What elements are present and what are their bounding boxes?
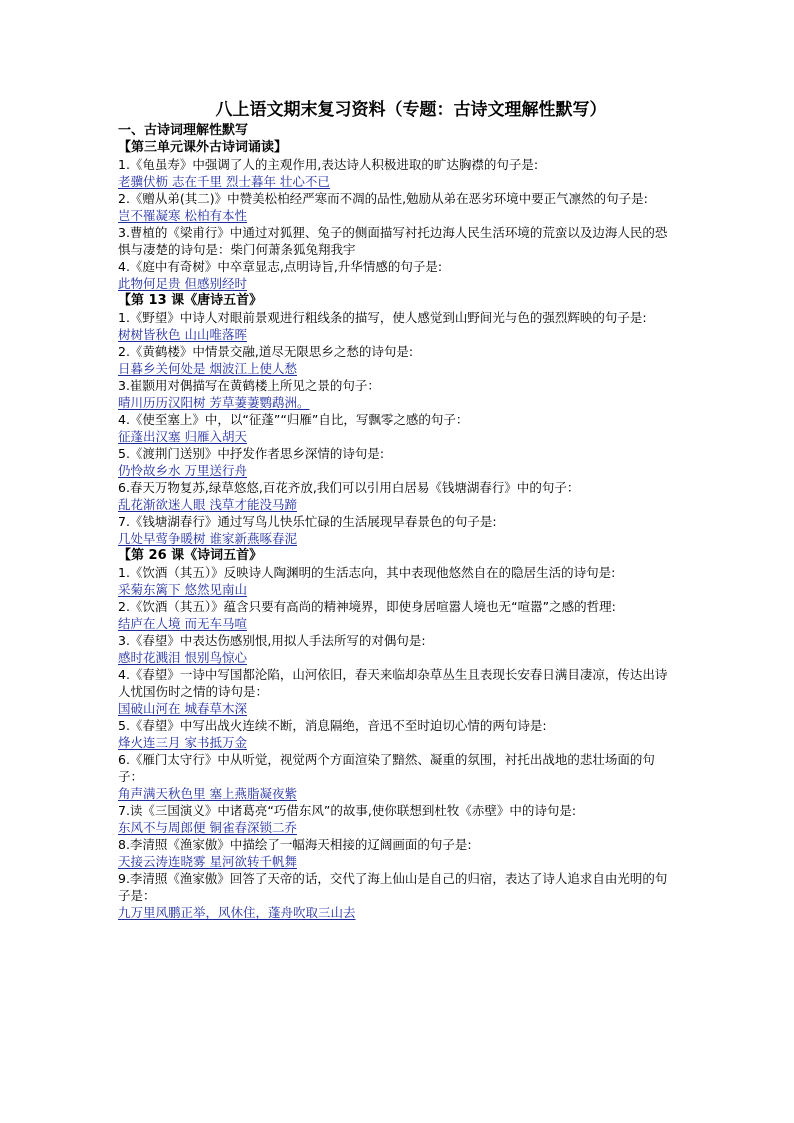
question-text: 2.《黄鹤楼》中情景交融,道尽无限思乡之愁的诗句是:: [118, 344, 414, 359]
lesson-heading: 【第三单元课外古诗词诵读】: [118, 140, 288, 155]
question-text: 3.曹植的《梁甫行》中通过对狐狸、兔子的侧面描写衬托边海人民生活环境的荒蛮以及边海人民的恐惧与凄楚的诗句是：柴门何萧条狐兔翔我宇: [118, 225, 668, 257]
answer-text: 采菊东篱下 悠然见南山: [118, 582, 247, 597]
question-text: 4.《使至塞上》中，以“征蓬”“归雁”自比，写飘零之感的句子：: [118, 412, 469, 427]
question-text: 6.春天万物复苏,绿草悠悠,百花齐放,我们可以引用白居易《钱塘湖春行》中的句子：: [118, 480, 580, 495]
question-text: 5.《春望》中写出战火连续不断，消息隔绝，音迅不至时迫切心情的两句诗是:: [118, 718, 547, 733]
answer-text: 烽火连三月 家书抵万金: [118, 735, 247, 750]
answer-text: 树树皆秋色 山山唯落晖: [118, 327, 247, 342]
answer-text: 天接云涛连晓雾 星河欲转千帆舞: [118, 854, 297, 869]
question-text: 3.《春望》中表达伤感别恨,用拟人手法所写的对偶句是:: [118, 633, 426, 648]
question-text: 2.《赠从弟(其二)》中赞美松柏经严寒而不凋的品性,勉励从弟在恶劣环境中要正气凛然的句子是:: [118, 191, 648, 206]
answer-text: 日暮乡关何处是 烟波江上使人愁: [118, 361, 297, 376]
question-text: 2.《饮酒（其五）》蕴含只要有高尚的精神境界，即使身居喧嚣人境也无“喧嚣”之感的哲理:: [118, 599, 616, 614]
page-title: 八上语文期末复习资料（专题：古诗文理解性默写）: [215, 100, 607, 120]
answer-text: 角声满天秋色里 塞上燕脂凝夜紫: [118, 786, 297, 801]
question-text: 6.《雁门太守行》中从听觉，视觉两个方面渲染了黯然、凝重的氛围，衬托出战地的悲壮场面的句子：: [118, 752, 655, 784]
lesson-heading: 【第 13 课《唐诗五首》: [118, 293, 263, 308]
answer-text: 此物何足贵 但感别经时: [118, 276, 247, 291]
question-text: 1.《龟虽寿》中强调了人的主观作用,表达诗人积极进取的旷达胸襟的句子是:: [118, 157, 539, 172]
question-text: 4.《春望》一诗中写国都沦陷，山河依旧，春天来临却杂草丛生且表现长安春日满目凄凉，传达出诗人忧国伤时之情的诗句是：: [118, 667, 668, 699]
answer-text: 感时花溅泪 恨别鸟惊心: [118, 650, 247, 665]
answer-text: 结庐在人境 而无车马喧: [118, 616, 247, 631]
question-text: 3.崔颢用对偶描写在黄鹤楼上所见之景的句子：: [118, 378, 380, 393]
question-groups: [118, 139, 678, 921]
question-text: 7.《钱塘湖春行》通过写鸟儿快乐忙碌的生活展现早春景色的句子是:: [118, 514, 497, 529]
answer-text: 仍怜故乡水 万里送行舟: [118, 463, 247, 478]
answer-text: 国破山河在 城春草木深: [118, 701, 247, 716]
lesson-heading: 【第 26 课《诗词五首》: [118, 548, 263, 563]
question-text: 5.《渡荆门送别》中抒发作者思乡深情的诗句是:: [118, 446, 385, 461]
section-heading: 一、古诗词理解性默写: [118, 123, 249, 138]
answer-text: 征蓬出汉塞 归雁入胡天: [118, 429, 247, 444]
answer-text: 岂不罹凝寒 松柏有本性: [118, 208, 247, 223]
question-text: 8.李清照《渔家傲》中描绘了一幅海天相接的辽阔画面的句子是:: [118, 837, 472, 852]
answer-text: 九万里风鹏正举，风休住，蓬舟吹取三山去: [118, 905, 356, 920]
question-text: 4.《庭中有奇树》中卒章显志,点明诗旨,升华情感的句子是:: [118, 259, 443, 274]
answer-text: 老骥伏枥 志在千里 烈士暮年 壮心不已: [118, 174, 330, 189]
question-text: 7.读《三国演义》中诸葛亮“巧借东风”的故事,使你联想到杜牧《赤壁》中的诗句是:: [118, 803, 577, 818]
answer-text: 乱花渐欲迷人眼 浅草才能没马蹄: [118, 497, 297, 512]
question-text: 9.李清照《渔家傲》回答了天帝的话，交代了海上仙山是自己的归宿，表达了诗人追求自由光明的句子是：: [118, 871, 668, 903]
document-page: [118, 98, 678, 921]
answer-text: 东风不与周郎便 铜雀春深锁二乔: [118, 820, 297, 835]
question-text: 1.《野望》中诗人对眼前景观进行粗线条的描写，使人感觉到山野间光与色的强烈辉映的句子是:: [118, 310, 647, 325]
answer-text: 晴川历历汉阳树 芳草萋萋鹦鹉洲。: [118, 395, 310, 410]
question-text: 1.《饮酒（其五）》反映诗人陶渊明的生活志向，其中表现他悠然自在的隐居生活的诗句是:: [118, 565, 616, 580]
answer-text: 几处早莺争暖树 谁家新燕啄春泥: [118, 531, 297, 546]
